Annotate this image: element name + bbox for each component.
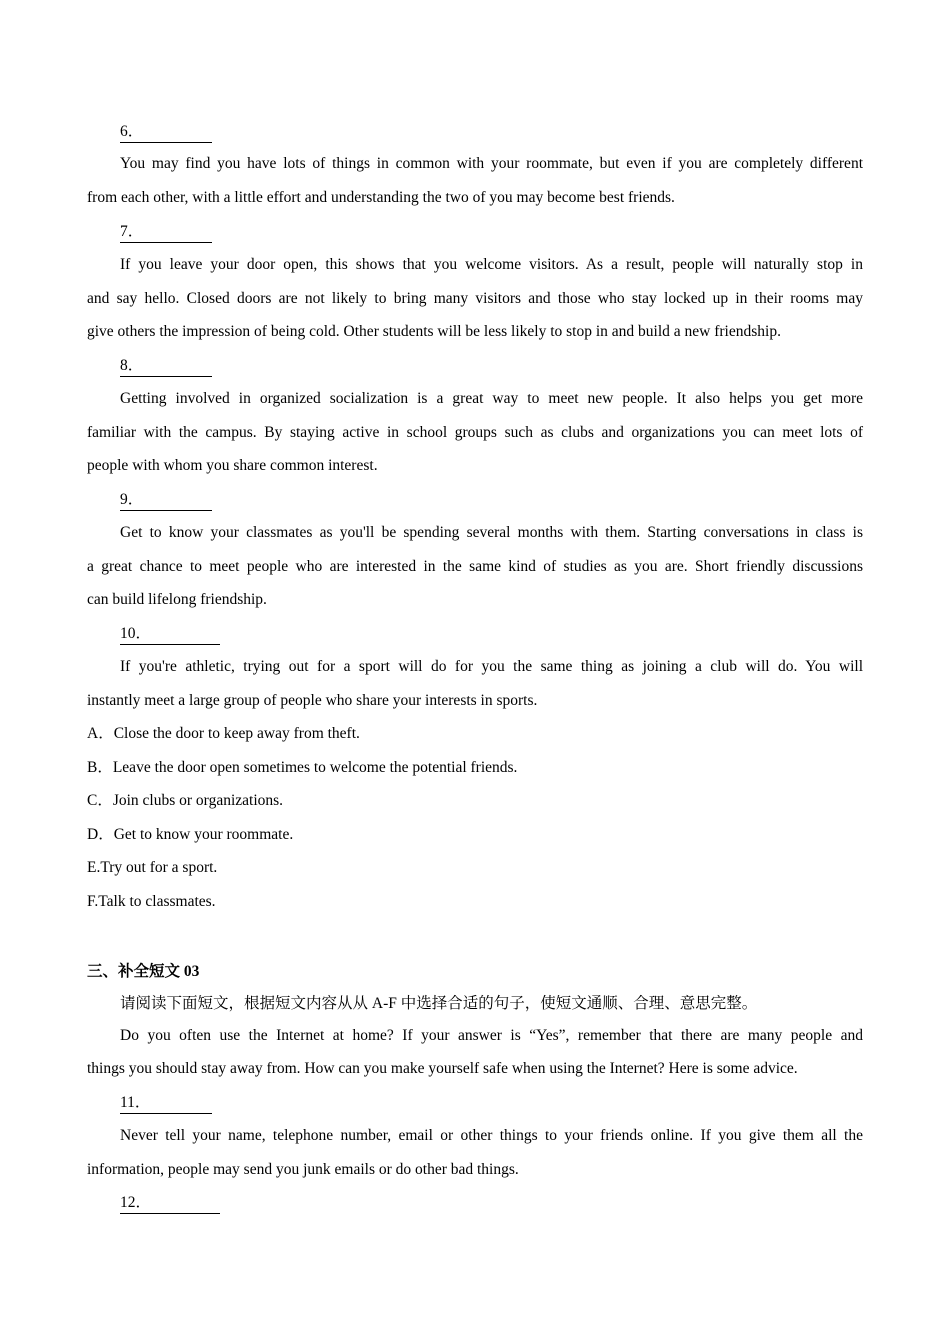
question-number: 10．	[120, 625, 152, 642]
option-d: D．Get to know your roommate.	[87, 826, 294, 843]
question-number: 6．	[120, 123, 144, 140]
q6-para-line-2: from each other, with a little effort and understanding the two of you may become best friends.	[87, 189, 675, 206]
q8-para-line-3: people with whom you share common interest.	[87, 457, 378, 474]
blank-q7[interactable]	[120, 222, 212, 243]
q9-para-line-2: a great chance to meet people who are interested in the same kind of studies as you are. Short friendly discussions	[87, 558, 863, 575]
question-number: 11．	[120, 1094, 151, 1111]
blank-q8[interactable]	[120, 356, 212, 377]
q7-para-line-3: give others the impression of being cold. Other students will be less likely to stop in and build a new friendship.	[87, 323, 781, 340]
blank-q11[interactable]	[120, 1093, 212, 1114]
option-a: A．Close the door to keep away from theft.	[87, 725, 360, 742]
question-number: 12．	[120, 1194, 152, 1211]
q8-para-line-2: familiar with the campus. By staying active in school groups such as clubs and organizations you can meet lots of	[87, 424, 863, 441]
q8-para-line-1: Getting involved in organized socialization is a great way to meet new people. It also helps you get more	[120, 390, 863, 407]
q9-para-line-3: can build lifelong friendship.	[87, 591, 267, 608]
q10-para-line-1: If you're athletic, trying out for a sport will do for you the same thing as joining a club will do. You will	[120, 658, 863, 675]
blank-q9[interactable]	[120, 490, 212, 511]
blank-q10[interactable]	[120, 624, 220, 645]
question-number: 9．	[120, 491, 144, 508]
q9-para-line-1: Get to know your classmates as you'll be spending several months with them. Starting conversations in class is	[120, 524, 863, 541]
blank-q12[interactable]	[120, 1193, 220, 1214]
q7-para-line-1: If you leave your door open, this shows that you welcome visitors. As a result, people will naturally stop in	[120, 256, 863, 273]
q11-para-line-2: information, people may send you junk emails or do other bad things.	[87, 1161, 519, 1178]
q10-para-line-2: instantly meet a large group of people who share your interests in sports.	[87, 692, 538, 709]
option-e: E.Try out for a sport.	[87, 859, 218, 876]
section-instruction: 请阅读下面短文，根据短文内容从从 A-F 中选择合适的句子，使短文通顺、合理、意思完整。	[120, 995, 758, 1012]
q7-para-line-2: and say hello. Closed doors are not likely to bring many visitors and those who stay locked up in their rooms may	[87, 290, 863, 307]
question-number: 7．	[120, 223, 144, 240]
option-f: F.Talk to classmates.	[87, 893, 216, 910]
intro-line-2: things you should stay away from. How can you make yourself safe when using the Internet? Here is some advice.	[87, 1060, 798, 1077]
intro-line-1: Do you often use the Internet at home? If your answer is “Yes”, remember that there are many people and	[120, 1027, 863, 1044]
blank-q6[interactable]	[120, 122, 212, 143]
option-b: B．Leave the door open sometimes to welcome the potential friends.	[87, 759, 518, 776]
option-c: C．Join clubs or organizations.	[87, 792, 284, 809]
question-number: 8．	[120, 357, 144, 374]
section-heading: 三、补全短文 03	[87, 963, 200, 980]
q6-para-line-1: You may find you have lots of things in common with your roommate, but even if you are completely different	[120, 155, 863, 172]
q11-para-line-1: Never tell your name, telephone number, email or other things to your friends online. If you give them all the	[120, 1127, 863, 1144]
